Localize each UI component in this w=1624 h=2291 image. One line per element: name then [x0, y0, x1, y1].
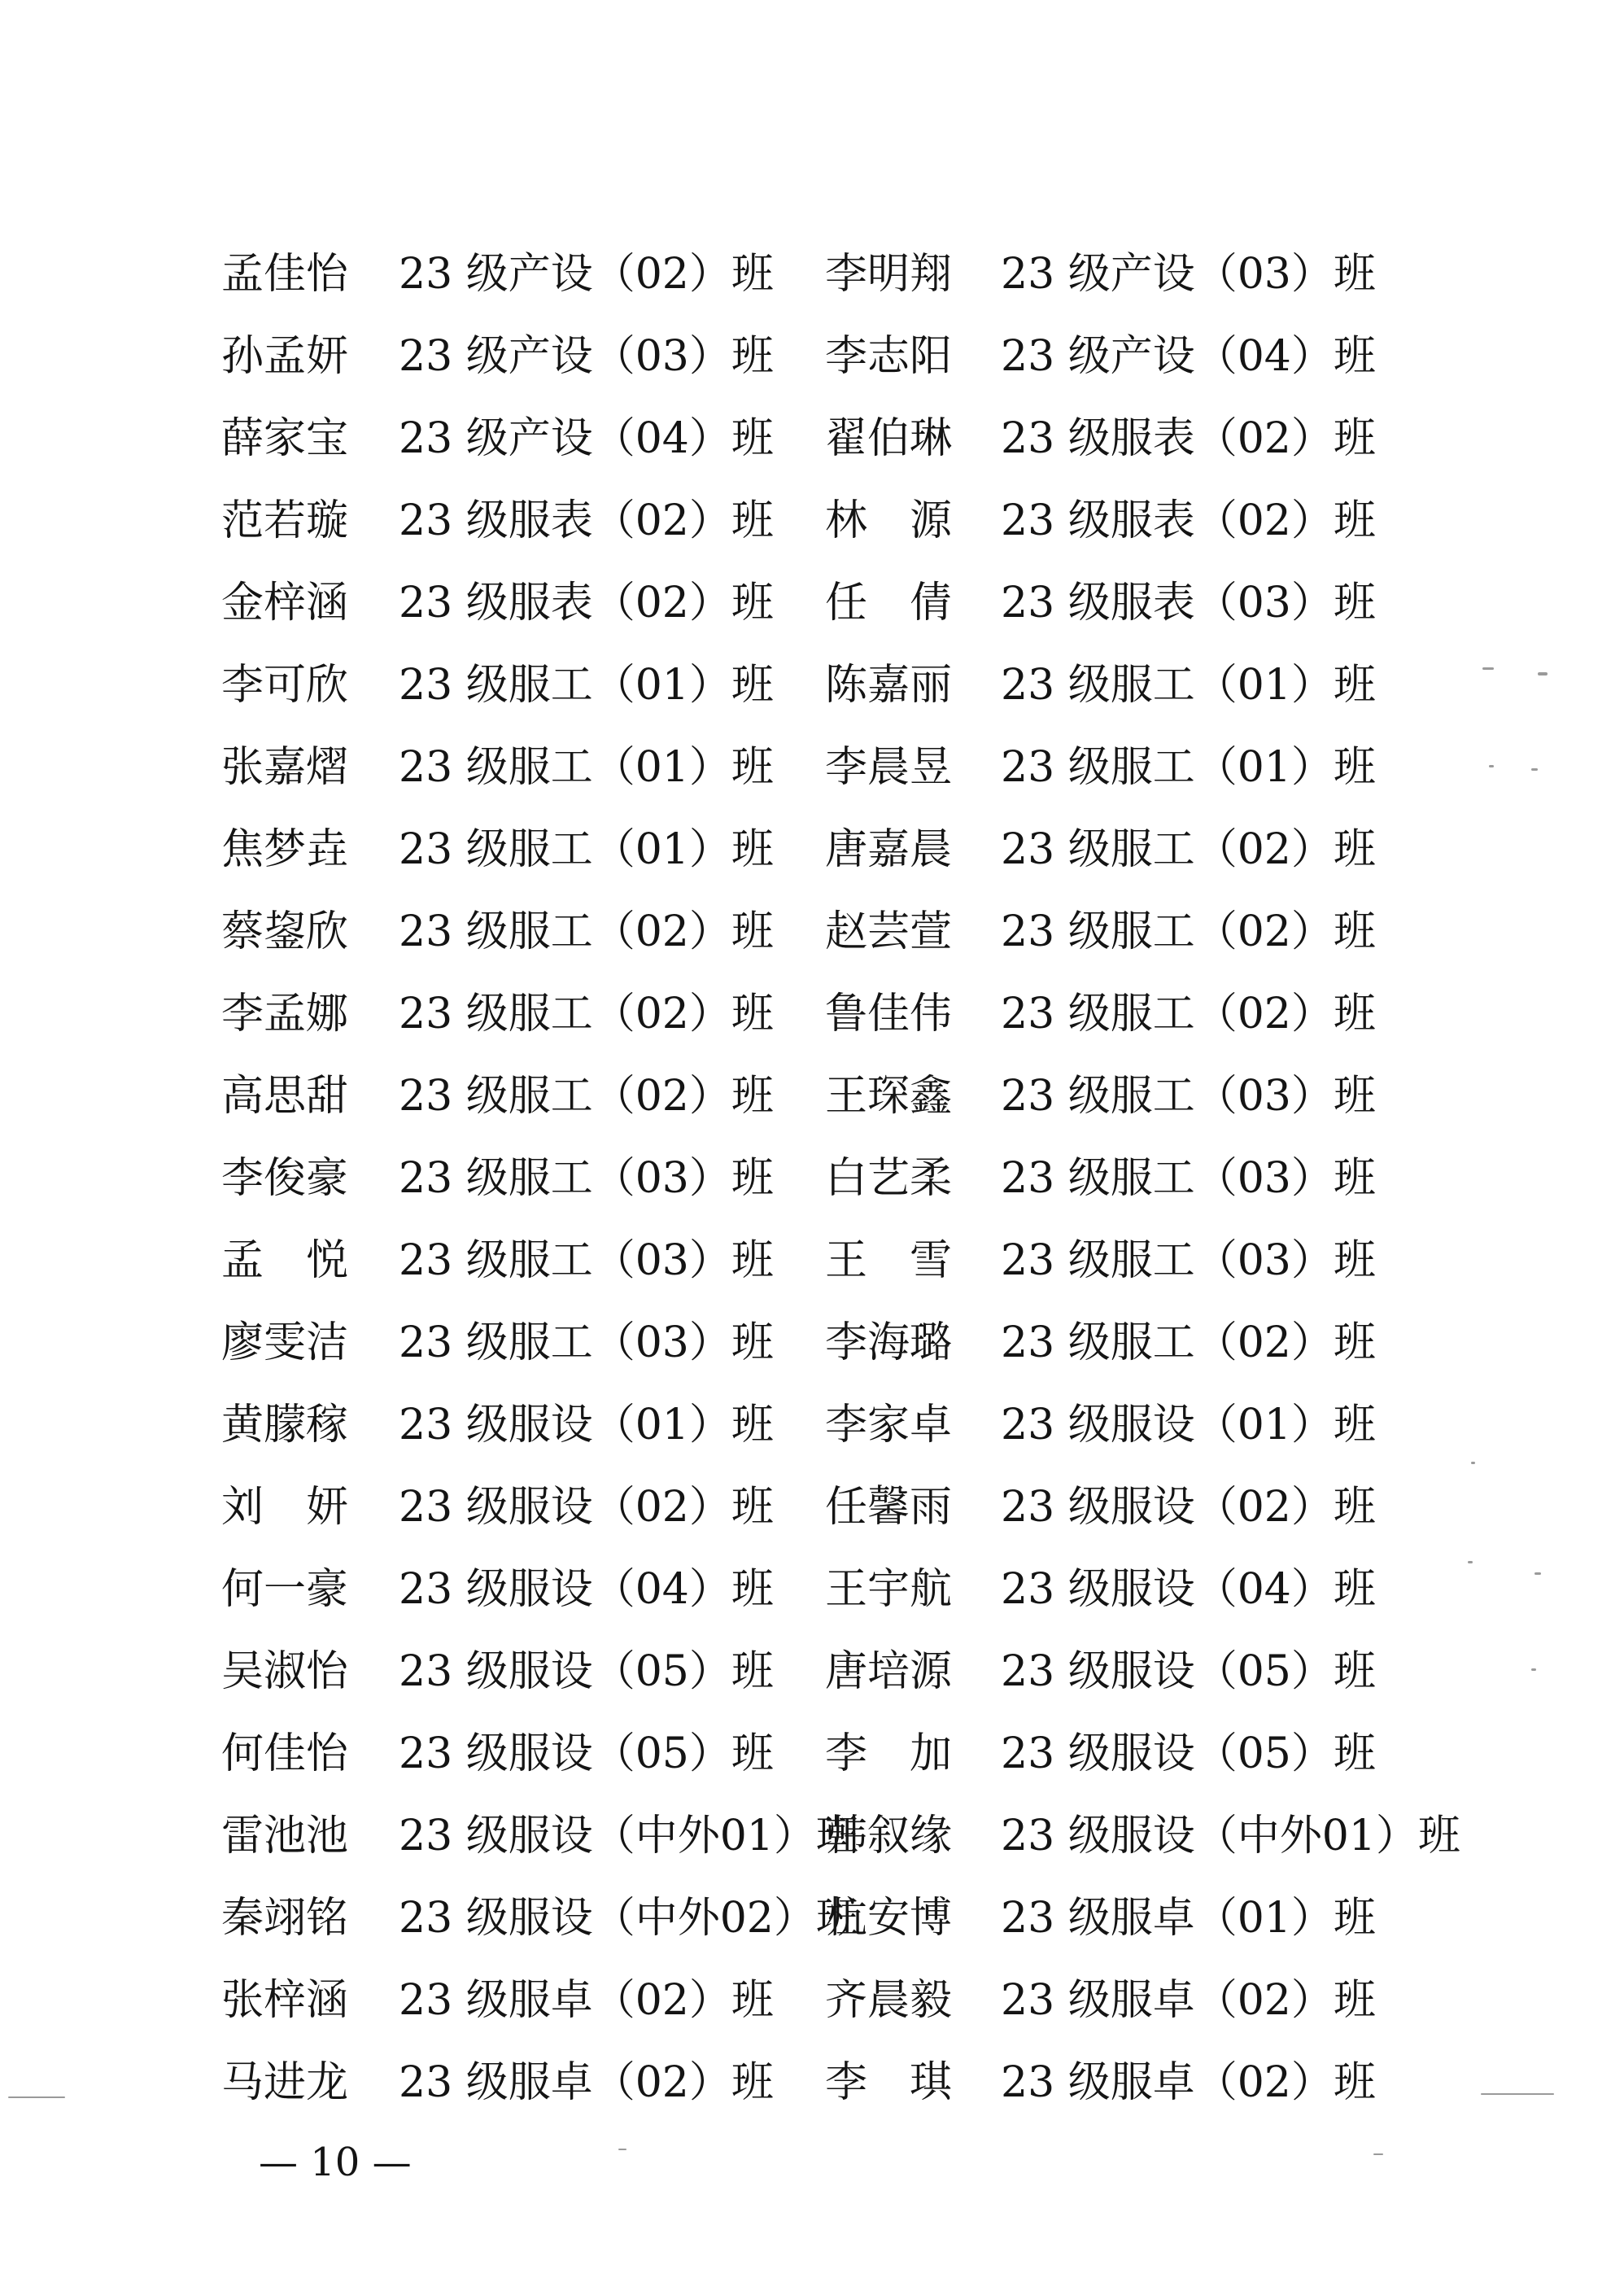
student-class: 23 级产设（02）班	[399, 250, 774, 299]
student-class: 23 级服表（02）班	[399, 579, 774, 627]
roster-row	[221, 1147, 1442, 1229]
student-name: 李孟娜	[221, 990, 349, 1038]
student-class: 23 级产设（03）班	[399, 332, 774, 381]
student-class: 23 级服设（中外02）班	[399, 1894, 858, 1943]
student-name: 齐晨毅	[825, 1976, 953, 2025]
student-name: 范若璇	[221, 496, 349, 545]
student-class: 23 级服工（01）班	[399, 661, 774, 710]
roster-row	[221, 243, 1442, 325]
student-name: 唐培源	[825, 1647, 953, 1696]
student-class: 23 级服卓（02）班	[1001, 2058, 1376, 2107]
student-name: 李可欣	[221, 661, 349, 710]
student-name: 张梓涵	[221, 1976, 349, 2025]
student-class: 23 级服工（02）班	[399, 1072, 774, 1121]
student-class: 23 级服工（03）班	[1001, 1154, 1376, 1203]
student-name: 李志阳	[825, 332, 953, 381]
roster-row	[221, 1393, 1442, 1476]
student-class: 23 级服工（03）班	[399, 1236, 774, 1285]
roster-row	[221, 1311, 1442, 1393]
student-class: 23 级服设（05）班	[399, 1647, 774, 1696]
student-class: 23 级服工（03）班	[399, 1318, 774, 1367]
student-name: 李晨昱	[825, 743, 953, 792]
roster-row	[221, 1722, 1442, 1804]
student-name: 李俊豪	[221, 1154, 349, 1203]
student-class: 23 级服表（02）班	[1001, 414, 1376, 463]
roster-row	[221, 982, 1442, 1065]
student-class: 23 级服工（01）班	[1001, 743, 1376, 792]
scan-speck	[1489, 765, 1494, 767]
roster-row	[221, 489, 1442, 571]
roster-row	[221, 571, 1442, 654]
student-class: 23 级服工（03）班	[399, 1154, 774, 1203]
student-class: 23 级服工（02）班	[1001, 1318, 1376, 1367]
student-class: 23 级服设（04）班	[399, 1565, 774, 1614]
student-class: 23 级服卓（01）班	[1001, 1894, 1376, 1943]
student-class: 23 级服工（01）班	[1001, 661, 1376, 710]
student-name: 林 源	[825, 496, 953, 545]
student-class: 23 级服设（中外01）班	[1001, 1812, 1460, 1860]
student-roster	[221, 243, 1460, 2133]
student-name: 孙孟妍	[221, 332, 349, 381]
student-class: 23 级服设（01）班	[1001, 1401, 1376, 1449]
roster-row	[221, 1229, 1442, 1311]
roster-row	[221, 1887, 1442, 1969]
student-class: 23 级服卓（02）班	[1001, 1976, 1376, 2025]
student-class: 23 级服卓（02）班	[399, 1976, 774, 2025]
roster-row	[221, 325, 1442, 407]
student-name: 赵芸萱	[825, 907, 953, 956]
student-name: 王琛鑫	[825, 1072, 953, 1121]
student-class: 23 级服工（02）班	[1001, 907, 1376, 956]
student-name: 任 倩	[825, 579, 953, 627]
student-class: 23 级服设（05）班	[399, 1729, 774, 1778]
student-name: 蔡鋆欣	[221, 907, 349, 956]
roster-row	[221, 1476, 1442, 1558]
roster-row	[221, 1558, 1442, 1640]
scan-speck	[1471, 1462, 1475, 1464]
student-name: 翟伯琳	[825, 414, 953, 463]
scan-speck	[1482, 667, 1494, 670]
student-class: 23 级服卓（02）班	[399, 2058, 774, 2107]
roster-row	[221, 1065, 1442, 1147]
student-name: 李 琪	[825, 2058, 953, 2107]
scan-speck	[618, 2149, 626, 2150]
scan-speck	[8, 2096, 65, 2098]
student-name: 张嘉熠	[221, 743, 349, 792]
page-number: — 10 —	[259, 2140, 412, 2185]
student-name: 何一豪	[221, 1565, 349, 1614]
student-class: 23 级产设（03）班	[1001, 250, 1376, 299]
student-class: 23 级服工（03）班	[1001, 1072, 1376, 1121]
roster-row	[221, 736, 1442, 818]
student-name: 唐嘉晨	[825, 825, 953, 874]
student-name: 鲁佳伟	[825, 990, 953, 1038]
student-class: 23 级服工（02）班	[399, 907, 774, 956]
student-name: 李家卓	[825, 1401, 953, 1449]
scan-speck	[1468, 1561, 1473, 1563]
student-class: 23 级服设（02）班	[1001, 1483, 1376, 1532]
scan-speck	[1481, 2093, 1554, 2095]
student-class: 23 级服工（02）班	[1001, 825, 1376, 874]
student-class: 23 级服设（04）班	[1001, 1565, 1376, 1614]
roster-row	[221, 2051, 1442, 2133]
student-class: 23 级服设（中外01）班	[399, 1812, 858, 1860]
roster-row	[221, 900, 1442, 982]
student-name: 孟 悦	[221, 1236, 349, 1285]
student-class: 23 级服表（02）班	[399, 496, 774, 545]
scan-speck	[1373, 2153, 1383, 2155]
student-name: 王宇航	[825, 1565, 953, 1614]
student-class: 23 级产设（04）班	[399, 414, 774, 463]
student-class: 23 级服表（02）班	[1001, 496, 1376, 545]
scan-speck	[1535, 1572, 1541, 1575]
roster-row	[221, 1640, 1442, 1722]
student-name: 刘 妍	[221, 1483, 349, 1532]
student-name: 王 雪	[825, 1236, 953, 1285]
student-name: 吴淑怡	[221, 1647, 349, 1696]
student-class: 23 级服工（02）班	[1001, 990, 1376, 1038]
scan-speck	[1531, 1668, 1536, 1671]
roster-row	[221, 407, 1442, 489]
scan-speck	[1538, 672, 1548, 675]
student-class: 23 级服设（01）班	[399, 1401, 774, 1449]
student-class: 23 级服表（03）班	[1001, 579, 1376, 627]
student-name: 孟佳怡	[221, 250, 349, 299]
student-name: 李 加	[825, 1729, 953, 1778]
student-class: 23 级服设（02）班	[399, 1483, 774, 1532]
student-name: 李明翔	[825, 250, 953, 299]
student-class: 23 级产设（04）班	[1001, 332, 1376, 381]
student-name: 薛家宝	[221, 414, 349, 463]
roster-row	[221, 654, 1442, 736]
student-name: 金梓涵	[221, 579, 349, 627]
student-class: 23 级服工（03）班	[1001, 1236, 1376, 1285]
student-class: 23 级服设（05）班	[1001, 1647, 1376, 1696]
student-name: 杭安博	[825, 1894, 953, 1943]
student-name: 李海璐	[825, 1318, 953, 1367]
student-name: 焦梦垚	[221, 825, 349, 874]
student-name: 任馨雨	[825, 1483, 953, 1532]
student-name: 马进龙	[221, 2058, 349, 2107]
student-name: 韩叙缘	[825, 1812, 953, 1860]
roster-row	[221, 818, 1442, 900]
student-class: 23 级服工（01）班	[399, 825, 774, 874]
student-name: 秦翊铭	[221, 1894, 349, 1943]
roster-row	[221, 1969, 1442, 2051]
student-name: 陈嘉丽	[825, 661, 953, 710]
student-name: 雷池池	[221, 1812, 349, 1860]
student-class: 23 级服工（01）班	[399, 743, 774, 792]
roster-row	[221, 1804, 1460, 1887]
student-class: 23 级服设（05）班	[1001, 1729, 1376, 1778]
student-name: 廖雯洁	[221, 1318, 349, 1367]
student-name: 何佳怡	[221, 1729, 349, 1778]
student-class: 23 级服工（02）班	[399, 990, 774, 1038]
student-name: 高思甜	[221, 1072, 349, 1121]
student-name: 黄朦稼	[221, 1401, 349, 1449]
scan-speck	[1531, 768, 1538, 771]
student-name: 白艺柔	[825, 1154, 953, 1203]
